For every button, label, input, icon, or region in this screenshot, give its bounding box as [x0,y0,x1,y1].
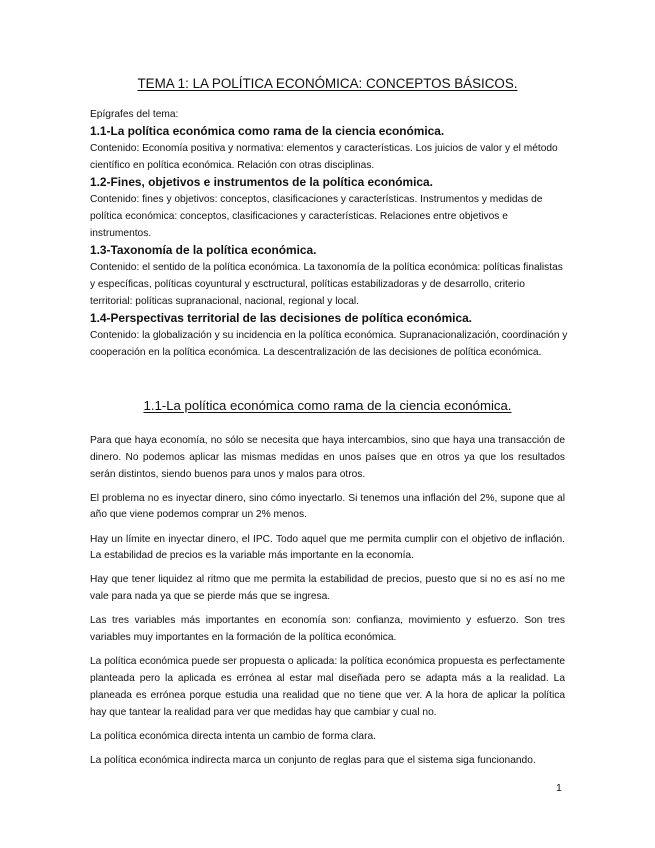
epigrafe-content-3: Contenido: el sentido de la política económica. La taxonomía de la política económica: políticas finalistas y específicas, políticas coyuntural y esctructural, políticas estabilizadoras y de desarrollo, criterio territorial: políticas supranacional, nacional, regional y local. [90,262,563,307]
epigrafe-heading-4: 1.4-Perspectivas territorial de las decisiones de política económica. [90,311,472,325]
paragraph: La política económica indirecta marca un conjunto de reglas para que el sistema siga funcionando. [90,754,536,766]
paragraph: La política económica puede ser propuesta o aplicada: la política económica propuesta es perfectamente planteada pero la aplicada es errónea al estar mal diseñada pero se adapta más a la realidad. La planeada es errónea porque estudia una realidad que no tiene que ver. A la hora de aplicar la política hay que tantear la realidad para ver que medidas hay que cambiar y cual no. [90,656,565,718]
epigrafe-heading-3: 1.3-Taxonomía de la política económica. [90,243,317,257]
epigrafe-heading-2: 1.2-Fines, objetivos e instrumentos de la política económica. [90,175,433,189]
section-body [90,433,565,777]
epigrafes-block [90,106,570,361]
paragraph: El problema no es inyectar dinero, sino cómo inyectarlo. Si tenemos una inflación del 2%, supone que al año que viene podemos comprar un 2% menos. [90,492,565,521]
paragraph: La política económica directa intenta un cambio de forma clara. [90,730,376,742]
epigrafe-content-4: Contenido: la globalización y su incidencia en la política económica. Supranacionalización, coordinación y cooperación en la política económica. La descentralización de las decisiones de política económica. [90,330,568,358]
document-title: TEMA 1: LA POLÍTICA ECONÓMICA: CONCEPTOS BÁSICOS. [137,76,518,91]
epigrafe-content-2: Contenido: fines y objetivos: conceptos, clasificaciones y características. Instrumentos y medidas de política económica: conceptos, clasificaciones y características. Relaciones entre objetivos e instrumentos. [90,194,543,239]
paragraph: Para que haya economía, no sólo se necesita que haya intercambios, sino que haya una transacción de dinero. No podemos aplicar las mismas medidas en unos países que en otros ya que los resultados serán distintos, siendo buenos para unos y malos para otros. [90,435,565,480]
section-title: 1.1-La política económica como rama de la ciencia económica. [143,398,512,413]
page-number: 1 [556,782,562,794]
paragraph: Hay que tener liquidez al ritmo que me permita la estabilidad de precios, puesto que si no es así no me vale para nada ya que se pierde más que se ingresa. [90,574,565,603]
paragraph: Las tres variables más importantes en economía son: confianza, movimiento y esfuerzo. Son tres variables muy importantes en la formación de la política económica. [90,615,565,644]
epigrafe-heading-1: 1.1-La política económica como rama de la ciencia económica. [90,124,445,138]
epigrafes-label: Epígrafes del tema: [90,109,179,120]
epigrafe-content-1: Contenido: Economía positiva y normativa: elementos y características. Los juicios de valor y el método científico en política económica. Relación con otras disciplinas. [90,143,558,171]
paragraph: Hay un límite en inyectar dinero, el IPC. Todo aquel que me permita cumplir con el objetivo de inflación. La estabilidad de precios es la variable más importante en la economía. [90,533,565,562]
